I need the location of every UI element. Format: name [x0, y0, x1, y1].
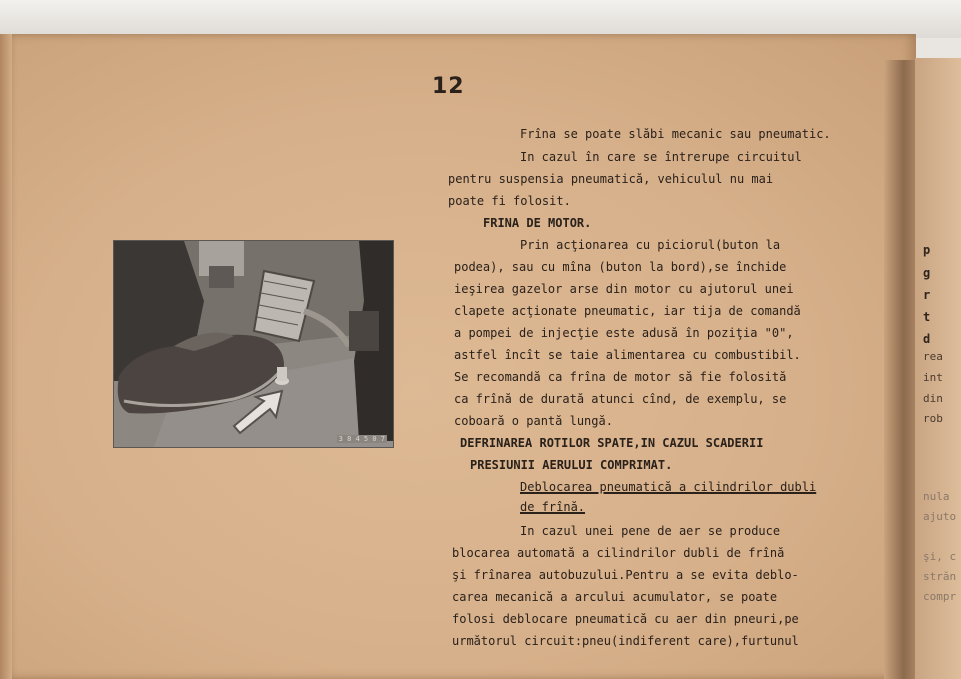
text-line: ieşirea gazelor arse din motor cu ajutorul unei	[454, 282, 794, 296]
next-page-fragment: t	[923, 310, 931, 324]
text-line: ca frînă de durată atunci cînd, de exemplu, se	[454, 392, 787, 406]
next-page-fragment: ajuto	[923, 510, 957, 523]
subheading: Deblocarea pneumatică a cilindrilor dubli	[520, 480, 817, 494]
page-number: 12	[432, 74, 465, 99]
scan-background	[0, 0, 961, 38]
text-line: următorul circuit:pneu(indiferent care),furtunul	[452, 634, 799, 648]
next-page-fragment: rob	[923, 412, 943, 425]
text-line: pentru suspensia pneumatică, vehiculul nu mai	[448, 172, 774, 186]
text-line: clapete acţionate pneumatic, iar tija de comandă	[454, 304, 801, 318]
text-line: carea mecanică a arcului acumulator, se poate	[452, 590, 778, 604]
text-line: Se recomandă ca frîna de motor să fie folosită	[454, 370, 787, 384]
next-page-fragment: g	[923, 266, 931, 280]
text-line: blocarea automată a cilindrilor dubli de frînă	[452, 546, 785, 560]
next-page-fragment: din	[923, 392, 943, 405]
page-stack-edge	[0, 34, 12, 679]
text-line: Frîna se poate slăbi mecanic sau pneumatic.	[520, 127, 831, 141]
text-line: coboară o pantă lungă.	[454, 414, 613, 428]
text-line: poate fi folosit.	[448, 194, 571, 208]
next-page-edge	[915, 58, 961, 679]
next-page-fragment: d	[923, 332, 931, 346]
subheading: de frînă.	[520, 500, 586, 514]
section-heading: PRESIUNII AERULUI COMPRIMAT.	[470, 458, 673, 472]
text-line: astfel încît se taie alimentarea cu combustibil.	[454, 348, 801, 362]
text-line: folosi deblocare pneumatică cu aer din pneuri,pe	[452, 612, 799, 626]
next-page-fragment: compr	[923, 590, 957, 603]
section-heading: FRINA DE MOTOR.	[483, 216, 592, 230]
next-page-fragment: străn	[923, 570, 957, 583]
foot-pedal-illustration	[114, 241, 393, 447]
next-page-fragment: r	[923, 288, 931, 302]
section-heading: DEFRINAREA ROTILOR SPATE,IN CAZUL SCADERII	[460, 436, 764, 450]
text-line: Prin acţionarea cu piciorul(buton la	[520, 238, 781, 252]
next-page-fragment: p	[923, 243, 931, 257]
next-page-fragment: int	[923, 371, 943, 384]
text-line: şi frînarea autobuzului.Pentru a se evita deblo-	[452, 568, 799, 582]
next-page-fragment: rea	[923, 350, 943, 363]
figure-code: 3 8 4 5 0 7	[338, 435, 385, 443]
next-page-fragment: şi, c	[923, 550, 957, 563]
text-line: In cazul în care se întrerupe circuitul	[520, 150, 802, 164]
next-page-fragment: nula	[923, 490, 950, 503]
text-line: In cazul unei pene de aer se produce	[520, 524, 781, 538]
figure-photo	[113, 240, 394, 448]
text-line: a pompei de injecţie este adusă în poziţia "0",	[454, 326, 794, 340]
text-line: podea), sau cu mîna (buton la bord),se închide	[454, 260, 787, 274]
